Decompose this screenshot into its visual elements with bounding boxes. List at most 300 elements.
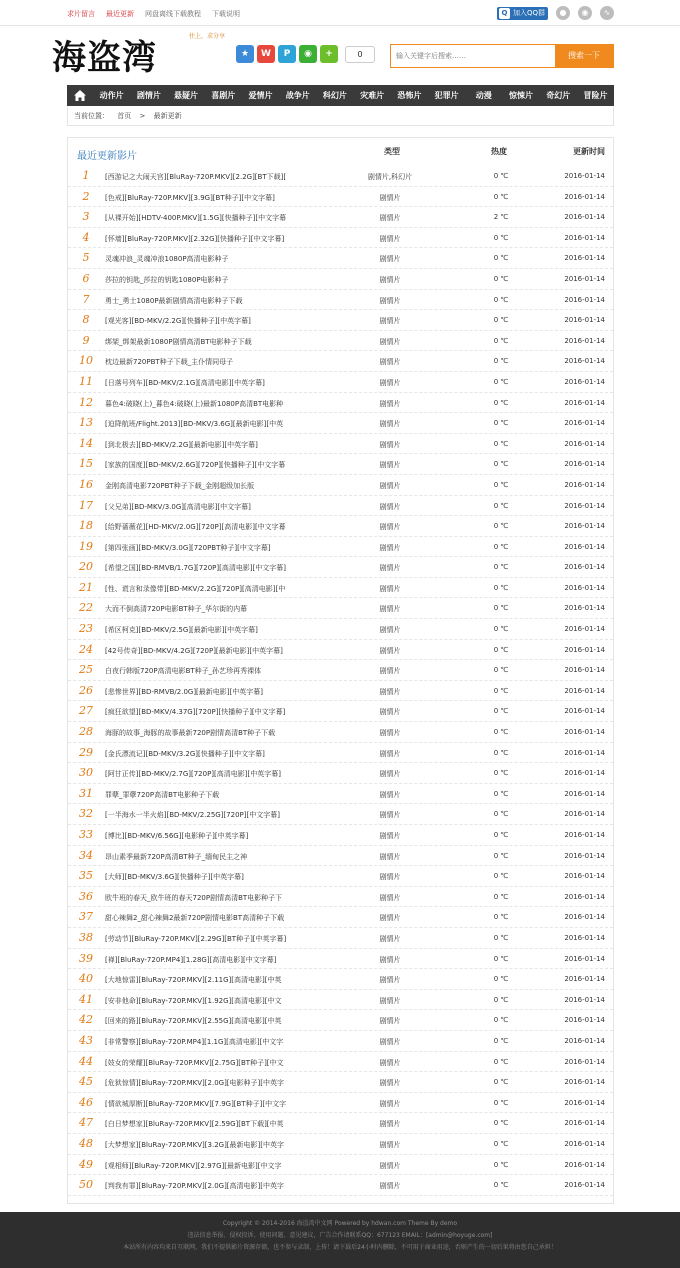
list-item [68, 393, 613, 414]
site-slogan: 往上，求分享 [189, 33, 226, 40]
movie-title-link[interactable]: [迫降航班/Flight.2013][BD-MKV/3.6G][最新电影][中英 [105, 420, 284, 429]
list-item [68, 866, 613, 887]
rank-number: 5 [82, 251, 90, 265]
tencent-weibo-share-icon[interactable]: P [278, 45, 296, 63]
movie-heat: 0 ℃ [493, 872, 509, 881]
list-item [68, 1010, 613, 1031]
nav-item-thriller[interactable]: 惊悚片 [509, 91, 534, 100]
movie-heat: 0 ℃ [493, 1139, 509, 1148]
latest-movies-panel [67, 137, 614, 1204]
search-button[interactable]: 搜索一下 [555, 45, 613, 67]
movie-heat: 0 ℃ [493, 1181, 509, 1190]
movie-update-date: 2016-01-14 [564, 233, 605, 242]
top-link-download-help[interactable]: 下载说明 [212, 10, 240, 18]
list-item [68, 1072, 613, 1093]
movie-title-link[interactable]: 罪孽_罪孽720P高清BT电影种子下载 [105, 790, 220, 799]
movie-category[interactable]: 剧情片 [379, 790, 401, 799]
movie-heat: 0 ℃ [493, 377, 509, 386]
movie-title-link[interactable]: [给野蔷薇花][HD-MKV/2.0G][720P][高清电影][中文字幕 [105, 523, 286, 532]
list-header [68, 138, 613, 166]
list-item [68, 537, 613, 558]
movie-title-link[interactable]: 甜心辣舞2_甜心辣舞2最新720P剧情电影BT高清种子下载 [105, 914, 285, 923]
list-item [68, 846, 613, 867]
movie-heat: 0 ℃ [493, 336, 509, 345]
movie-heat: 0 ℃ [493, 316, 509, 325]
movie-category[interactable]: 剧情片 [379, 934, 401, 943]
movie-update-date: 2016-01-14 [564, 728, 605, 737]
list-item [68, 990, 613, 1011]
rank-number: 49 [79, 1157, 93, 1171]
top-right-tools [497, 6, 614, 20]
movie-title-link[interactable]: [色戒][BluRay-720P.MKV][3.9G][BT种子][中文字幕] [105, 193, 275, 202]
movie-category[interactable]: 剧情片 [379, 996, 401, 1005]
top-link-tutorial[interactable]: 网盘离线下载教程 [145, 10, 201, 18]
rank-number: 2 [82, 189, 90, 203]
movie-heat: 0 ℃ [493, 686, 509, 695]
qq-icon: Q [499, 8, 510, 19]
rank-number: 30 [79, 766, 93, 780]
movie-category[interactable]: 剧情片 [379, 729, 401, 738]
list-item [68, 722, 613, 743]
movie-update-date: 2016-01-14 [564, 295, 605, 304]
movie-category[interactable]: 剧情片 [379, 523, 401, 532]
rank-number: 19 [79, 539, 93, 553]
movie-category[interactable]: 剧情片 [379, 646, 401, 655]
main-nav [67, 85, 614, 106]
movie-heat: 0 ℃ [493, 419, 509, 428]
movie-category[interactable]: 剧情片 [379, 481, 401, 490]
movie-update-date: 2016-01-14 [564, 316, 605, 325]
movie-update-date: 2016-01-14 [564, 810, 605, 819]
movie-category[interactable]: 剧情片 [379, 214, 401, 223]
movie-category[interactable]: 剧情片 [379, 461, 401, 470]
top-link-request[interactable]: 求片留言 [67, 10, 95, 18]
footer-disclaimer: 本站所有内容均来自互联网，我们不提供影片资源存储，也不参与录制、上传！请下载后24小时内删除，不可用于商业用途，否则产生的一切后果将由您自己承担！ [123, 1244, 557, 1251]
nav-item-horror[interactable]: 恐怖片 [397, 91, 422, 100]
movie-title-link[interactable]: 昂山素季最新720P高清BT种子_缅甸民主之神 [105, 852, 248, 861]
nav-item-adventure[interactable]: 冒险片 [583, 91, 608, 100]
list-item [68, 434, 613, 455]
movie-update-date: 2016-01-14 [564, 1016, 605, 1025]
movie-category[interactable]: 剧情片 [379, 687, 401, 696]
nav-item-drama[interactable]: 剧情片 [136, 91, 161, 100]
rank-number: 12 [79, 395, 93, 409]
movie-update-date: 2016-01-14 [564, 995, 605, 1004]
list-item [68, 166, 613, 187]
share-bar [236, 45, 375, 63]
movie-update-date: 2016-01-14 [564, 1078, 605, 1087]
movie-title-link[interactable]: [禅][BluRay-720P.MP4][1.28G][高清电影][中文字幕] [105, 955, 277, 964]
movie-category[interactable]: 剧情片 [379, 420, 401, 429]
movie-title-link[interactable]: [危狱惊情][BluRay-720P.MKV][2.0G][电影种子][中英字 [105, 1079, 284, 1088]
nav-item-disaster[interactable]: 灾难片 [360, 91, 385, 100]
movie-category[interactable]: 剧情片 [379, 976, 401, 985]
rank-number: 41 [79, 992, 93, 1006]
movie-category[interactable]: 剧情片 [379, 1182, 401, 1191]
list-item [68, 619, 613, 640]
list-item [68, 413, 613, 434]
movie-update-date: 2016-01-14 [564, 583, 605, 592]
list-item [68, 825, 613, 846]
movie-update-date: 2016-01-14 [564, 1160, 605, 1169]
movie-title-link[interactable]: [西游记之大闹天宫][BluRay-720P.MKV][2.2G][BT下载][ [105, 173, 287, 181]
list-item [68, 928, 613, 949]
movie-category[interactable]: 剧情片 [379, 667, 401, 676]
breadcrumb-home[interactable]: 首页 [117, 112, 132, 120]
movie-heat: 0 ℃ [493, 274, 509, 283]
rank-number: 40 [79, 972, 93, 986]
movie-update-date: 2016-01-14 [564, 460, 605, 469]
rank-number: 20 [79, 560, 93, 574]
list-item [68, 578, 613, 599]
rank-number: 29 [79, 745, 93, 759]
movie-update-date: 2016-01-14 [564, 1057, 605, 1066]
rank-number: 42 [79, 1013, 93, 1027]
list-item [68, 1134, 613, 1155]
nav-item-comedy[interactable]: 喜剧片 [211, 91, 236, 100]
site-logo[interactable]: 海盗湾 [52, 38, 157, 78]
movie-update-date: 2016-01-14 [564, 192, 605, 201]
list-item [68, 454, 613, 475]
movie-update-date: 2016-01-14 [564, 172, 605, 180]
movie-category[interactable]: 剧情片 [379, 811, 401, 820]
movie-title-link[interactable]: [性、谎言和录像带][BD-MKV/2.2G][720P][高清电影][中 [105, 584, 286, 593]
rank-number: 18 [79, 519, 93, 533]
breadcrumb [67, 107, 614, 126]
movie-heat: 0 ℃ [493, 604, 509, 613]
movie-category[interactable]: 剧情片 [379, 296, 401, 305]
list-item [68, 1175, 613, 1196]
movie-title-link[interactable]: [从裸开始][HDTV-400P.MKV][1.5G][快播种子][中文字幕 [105, 214, 287, 223]
movie-category[interactable]: 剧情片 [379, 626, 401, 635]
nav-item-scifi[interactable]: 科幻片 [322, 91, 347, 100]
movie-heat: 0 ℃ [493, 357, 509, 366]
nav-item-mystery[interactable]: 悬疑片 [174, 91, 199, 100]
movie-category[interactable]: 剧情片 [379, 584, 401, 593]
movie-heat: 0 ℃ [493, 625, 509, 634]
top-link-latest[interactable]: 最近更新 [106, 10, 134, 18]
movie-category[interactable]: 剧情片 [379, 1037, 401, 1046]
breadcrumb-prefix: 当前位置： [74, 112, 109, 120]
movie-update-date: 2016-01-14 [564, 892, 605, 901]
movie-category[interactable]: 剧情片 [379, 440, 401, 449]
movie-heat: 0 ℃ [493, 892, 509, 901]
movie-update-date: 2016-01-14 [564, 789, 605, 798]
movie-category[interactable]: 剧情片 [379, 399, 401, 408]
column-header-time: 更新时间 [573, 147, 605, 156]
list-item [68, 187, 613, 208]
rank-number: 15 [79, 457, 93, 471]
movie-category[interactable]: 剧情片 [379, 255, 401, 264]
movie-update-date: 2016-01-14 [564, 254, 605, 263]
movie-update-date: 2016-01-14 [564, 357, 605, 366]
movie-title-link[interactable]: 白夜行韩版720P高清电影BT种子_孙艺珍再秀裸体 [105, 667, 262, 676]
movie-category[interactable]: 剧情片 [379, 832, 401, 840]
movie-heat: 0 ℃ [493, 933, 509, 942]
movie-title-link[interactable]: [大梦想家][BluRay-720P.MKV][3.2G][最新电影][中英字 [105, 1140, 284, 1149]
list-item [68, 640, 613, 661]
join-qq-group-button[interactable] [497, 7, 548, 20]
movie-category[interactable]: 剧情片 [379, 893, 401, 902]
top-links [67, 9, 240, 19]
movie-title-link[interactable]: [劳动节][BluRay-720P.MKV][2.29G][BT种子][中英字幕] [105, 934, 287, 943]
movie-category[interactable]: 剧情片 [379, 1120, 401, 1129]
movie-category[interactable]: 剧情片 [379, 378, 401, 387]
rank-number: 28 [79, 725, 93, 739]
rank-number: 22 [79, 601, 93, 615]
movie-heat: 0 ℃ [493, 728, 509, 737]
movie-title-link[interactable]: [博比][BD-MKV/6.56G][电影种子][中英字幕] [105, 832, 249, 840]
movie-heat: 0 ℃ [493, 913, 509, 922]
movie-category[interactable]: 剧情片 [379, 605, 401, 614]
movie-update-date: 2016-01-14 [564, 707, 605, 716]
column-header-heat: 热度 [491, 147, 507, 156]
rank-number: 50 [79, 1178, 93, 1192]
list-item [68, 1031, 613, 1052]
movie-title-link[interactable]: [观相师][BluRay-720P.MKV][2.97G][最新电影][中文字 [105, 1161, 282, 1170]
movie-heat: 0 ℃ [493, 1098, 509, 1107]
movie-update-date: 2016-01-14 [564, 975, 605, 984]
movie-heat: 2 ℃ [493, 213, 509, 222]
movie-title-link[interactable]: 暮色4:破晓(上)_暮色4:破晓(上)最新1080P高清BT电影种 [105, 399, 284, 408]
rank-number: 8 [82, 313, 90, 327]
movie-title-link[interactable]: 莎拉的钥匙_莎拉的钥匙1080P电影种子 [105, 275, 229, 284]
movie-update-date: 2016-01-14 [564, 851, 605, 860]
list-item [68, 784, 613, 805]
movie-update-date: 2016-01-14 [564, 604, 605, 613]
list-item [68, 907, 613, 928]
rank-number: 48 [79, 1136, 93, 1150]
rank-number: 24 [79, 642, 93, 656]
movie-title-link[interactable]: 绑架_绑架最新1080P剧情高清BT电影种子下载 [105, 337, 252, 346]
movie-category[interactable]: 剧情片 [379, 1058, 401, 1067]
nav-item-romance[interactable]: 爱情片 [248, 91, 273, 100]
movie-title-link[interactable]: [妓女的荣耀][BluRay-720P.MKV][2.75G][BT种子][中文 [105, 1058, 284, 1067]
movie-title-link[interactable]: [日落号列车][BD-MKV/2.1G][高清电影][中英字幕] [105, 378, 265, 387]
location-icon[interactable]: ◉ [578, 6, 592, 20]
movie-update-date: 2016-01-14 [564, 213, 605, 222]
movie-title-link[interactable]: 欧牛班的春天_欧牛班的春天720P剧情高清BT电影种子下 [105, 893, 283, 902]
movie-heat: 0 ℃ [493, 1036, 509, 1045]
list-item [68, 269, 613, 290]
movie-heat: 0 ℃ [493, 501, 509, 510]
list-item [68, 557, 613, 578]
movie-heat: 0 ℃ [493, 707, 509, 716]
list-item [68, 372, 613, 393]
movie-title-link[interactable]: [安非他命][BluRay-720P.MKV][1.92G][高清电影][中文 [105, 996, 282, 1005]
movie-category[interactable]: 剧情片 [379, 502, 401, 511]
movie-title-link[interactable]: [第四张画][BD-MKV/3.0G][720PBT种子][中文字幕] [105, 543, 271, 552]
movie-title-link[interactable]: [大师][BD-MKV/3.6G][快播种子][中英字幕] [105, 873, 244, 882]
nav-item-war[interactable]: 战争片 [285, 91, 310, 100]
list-title: 最近更新影片 [77, 151, 137, 162]
movie-update-date: 2016-01-14 [564, 933, 605, 942]
rank-number: 13 [79, 416, 93, 430]
weibo-share-icon[interactable]: W [257, 45, 275, 63]
rank-number: 11 [79, 374, 93, 388]
movie-title-link[interactable]: [希望之国][BD-RMVB/1.7G][720P][高清电影][中文字幕] [105, 564, 287, 573]
rank-number: 38 [79, 930, 93, 944]
movie-title-link[interactable]: 大而不倒高清720P电影BT种子_华尔街的内幕 [105, 605, 248, 614]
movie-title-link[interactable]: [白日梦想家][BluRay-720P.MKV][2.59G][BT下载][中英 [105, 1120, 284, 1129]
movie-category[interactable]: 剧情片 [379, 1140, 401, 1149]
list-item [68, 763, 613, 784]
movie-heat: 0 ℃ [493, 810, 509, 819]
movie-title-link[interactable]: 海豚的故事_海豚的故事最新720P剧情高清BT种子下载 [105, 729, 276, 738]
rank-number: 17 [79, 498, 93, 512]
list-item [68, 949, 613, 970]
movie-heat: 0 ℃ [493, 192, 509, 201]
movie-title-link[interactable]: [判我有罪][BluRay-720P.MKV][2.0G][高清电影][中英字 [105, 1182, 284, 1191]
rank-number: 9 [82, 333, 90, 347]
list-item [68, 969, 613, 990]
rank-number: 39 [79, 951, 93, 965]
movie-heat: 0 ℃ [493, 460, 509, 469]
rank-number: 35 [79, 869, 93, 883]
movie-list [68, 166, 613, 1196]
movie-heat: 0 ℃ [493, 1016, 509, 1025]
movie-title-link[interactable]: [42号传奇][BD-MKV/4.2G][720P][最新电影][中英字幕] [105, 646, 283, 655]
movie-title-link[interactable]: [疯狂欲望][BD-MKV/4.37G][720P][快播种子][中文字幕] [105, 708, 286, 717]
movie-update-date: 2016-01-14 [564, 274, 605, 283]
user-icon[interactable]: ● [556, 6, 570, 20]
movie-category[interactable]: 剧情片 [379, 1161, 401, 1170]
movie-title-link[interactable]: [阿甘正传][BD-MKV/2.7G][720P][高清电影][中英字幕] [105, 770, 281, 779]
movie-title-link[interactable]: [金氏漂流记][BD-MKV/3.2G][快播种子][中文字幕] [105, 749, 265, 758]
movie-update-date: 2016-01-14 [564, 1139, 605, 1148]
rank-number: 33 [79, 828, 93, 841]
movie-category[interactable]: 剧情片 [379, 955, 401, 964]
movie-heat: 0 ℃ [493, 398, 509, 407]
movie-category[interactable]: 剧情片 [379, 770, 401, 779]
movie-title-link[interactable]: [怀墙][BluRay-720P.MKV][2.32G][快播种子][中文字幕] [105, 234, 285, 243]
movie-update-date: 2016-01-14 [564, 1036, 605, 1045]
movie-category[interactable]: 剧情片 [379, 708, 401, 717]
movie-category[interactable]: 剧情片 [379, 275, 401, 284]
rank-number: 31 [79, 786, 93, 800]
movie-update-date: 2016-01-14 [564, 872, 605, 881]
rank-number: 7 [82, 292, 90, 306]
nav-item-fantasy[interactable]: 奇幻片 [546, 91, 571, 100]
movie-title-link[interactable]: 灵魂冲浪_灵魂冲浪1080P高清电影种子 [105, 255, 229, 264]
rank-number: 1 [82, 169, 90, 182]
movie-category[interactable]: 剧情片 [379, 873, 401, 882]
movie-heat: 0 ℃ [493, 233, 509, 242]
list-item [68, 475, 613, 496]
movie-category[interactable]: 剧情片 [379, 914, 401, 923]
movie-category[interactable]: 剧情片,科幻片 [367, 173, 413, 181]
movie-category[interactable]: 剧情片 [379, 1079, 401, 1088]
nav-item-action[interactable]: 动作片 [99, 91, 124, 100]
movie-heat: 0 ℃ [493, 645, 509, 654]
movie-title-link[interactable]: [回来的路][BluRay-720P.MKV][2.55G][高清电影][中英 [105, 1017, 282, 1026]
movie-heat: 0 ℃ [493, 1057, 509, 1066]
search-input[interactable] [391, 45, 555, 67]
movie-category[interactable]: 剧情片 [379, 1017, 401, 1026]
home-icon[interactable] [67, 85, 93, 106]
movie-category[interactable]: 剧情片 [379, 337, 401, 346]
rank-number: 27 [79, 704, 93, 718]
movie-update-date: 2016-01-14 [564, 563, 605, 572]
movie-category[interactable]: 剧情片 [379, 317, 401, 326]
movie-update-date: 2016-01-14 [564, 398, 605, 407]
list-item [68, 207, 613, 228]
list-item [68, 1093, 613, 1114]
qzone-share-icon[interactable]: ★ [236, 45, 254, 63]
movie-title-link[interactable]: [到北极去][BD-MKV/2.2G][最新电影][中英字幕] [105, 440, 258, 449]
movie-update-date: 2016-01-14 [564, 480, 605, 489]
movie-title-link[interactable]: 枕边最新720PBT种子下载_主仆情同母子 [105, 358, 234, 367]
rank-number: 3 [82, 210, 90, 224]
movie-heat: 0 ℃ [493, 1160, 509, 1169]
movie-category[interactable]: 剧情片 [379, 358, 401, 367]
movie-update-date: 2016-01-14 [564, 748, 605, 757]
movie-heat: 0 ℃ [493, 439, 509, 448]
breadcrumb-current: 最新更新 [153, 112, 182, 120]
movie-heat: 0 ℃ [493, 769, 509, 778]
movie-title-link[interactable]: 金刚高清电影720PBT种子下载_金刚超级加长版 [105, 481, 255, 490]
movie-heat: 0 ℃ [493, 563, 509, 572]
movie-title-link[interactable]: [一半海水一半火焰][BD-MKV/2.25G][720P][中文字幕] [105, 811, 280, 820]
column-header-type: 类型 [384, 147, 400, 156]
movie-update-date: 2016-01-14 [564, 1119, 605, 1128]
nav-item-crime[interactable]: 犯罪片 [434, 91, 459, 100]
movie-title-link[interactable]: [家族的国度][BD-MKV/2.6G][720P][快播种子][中文字幕 [105, 461, 286, 470]
movie-update-date: 2016-01-14 [564, 1181, 605, 1190]
list-item [68, 701, 613, 722]
movie-category[interactable]: 剧情片 [379, 234, 401, 243]
rank-number: 26 [79, 683, 93, 697]
nav-item-anime[interactable]: 动漫 [475, 91, 492, 100]
share-count: 0 [345, 46, 375, 63]
movie-title-link[interactable]: [观光客][BD-MKV/2.2G][快播种子][中英字幕] [105, 317, 251, 326]
movie-update-date: 2016-01-14 [564, 419, 605, 428]
movie-title-link[interactable]: 勇士_勇士1080P最新剧情高清电影种子下载 [105, 296, 243, 305]
rank-number: 6 [82, 271, 90, 285]
movie-category[interactable]: 剧情片 [379, 1099, 401, 1108]
movie-title-link[interactable]: [悲惨世界][BD-RMVB/2.0G][最新电影][中英字幕] [105, 687, 263, 696]
movie-title-link[interactable]: [希区柯克][BD-MKV/2.5G][最新电影][中英字幕] [105, 626, 258, 635]
more-share-icon[interactable]: + [320, 45, 338, 63]
rank-number: 45 [79, 1075, 93, 1089]
rank-number: 25 [79, 663, 93, 677]
rank-number: 36 [79, 889, 93, 903]
movie-title-link[interactable]: [非常警察][BluRay-720P.MP4][1.1G][高清电影][中文字 [105, 1037, 284, 1046]
movie-title-link[interactable]: [情欲城厚断][BluRay-720P.MKV][7.9G][BT种子][中文字 [105, 1099, 287, 1108]
movie-category[interactable]: 剧情片 [379, 564, 401, 573]
movie-heat: 0 ℃ [493, 583, 509, 592]
movie-category[interactable]: 剧情片 [379, 852, 401, 861]
wechat-share-icon[interactable]: ◉ [299, 45, 317, 63]
movie-heat: 0 ℃ [493, 666, 509, 675]
list-item [68, 1113, 613, 1134]
movie-heat: 0 ℃ [493, 995, 509, 1004]
movie-title-link[interactable]: [父兄弟][BD-MKV/3.0G][高清电影][中文字幕] [105, 502, 251, 511]
list-item [68, 516, 613, 537]
movie-category[interactable]: 剧情片 [379, 749, 401, 758]
rank-number: 10 [79, 354, 93, 368]
list-item [68, 660, 613, 681]
movie-category[interactable]: 剧情片 [379, 193, 401, 202]
movie-title-link[interactable]: [大地惊雷][BluRay-720P.MKV][2.11G][高清电影][中英 [105, 976, 282, 985]
rss-icon[interactable]: ∿ [600, 6, 614, 20]
movie-update-date: 2016-01-14 [564, 377, 605, 386]
join-qq-label: 加入QQ群 [512, 8, 545, 17]
movie-category[interactable]: 剧情片 [379, 543, 401, 552]
rank-number: 16 [79, 477, 93, 491]
movie-heat: 0 ℃ [493, 975, 509, 984]
list-item [68, 887, 613, 908]
